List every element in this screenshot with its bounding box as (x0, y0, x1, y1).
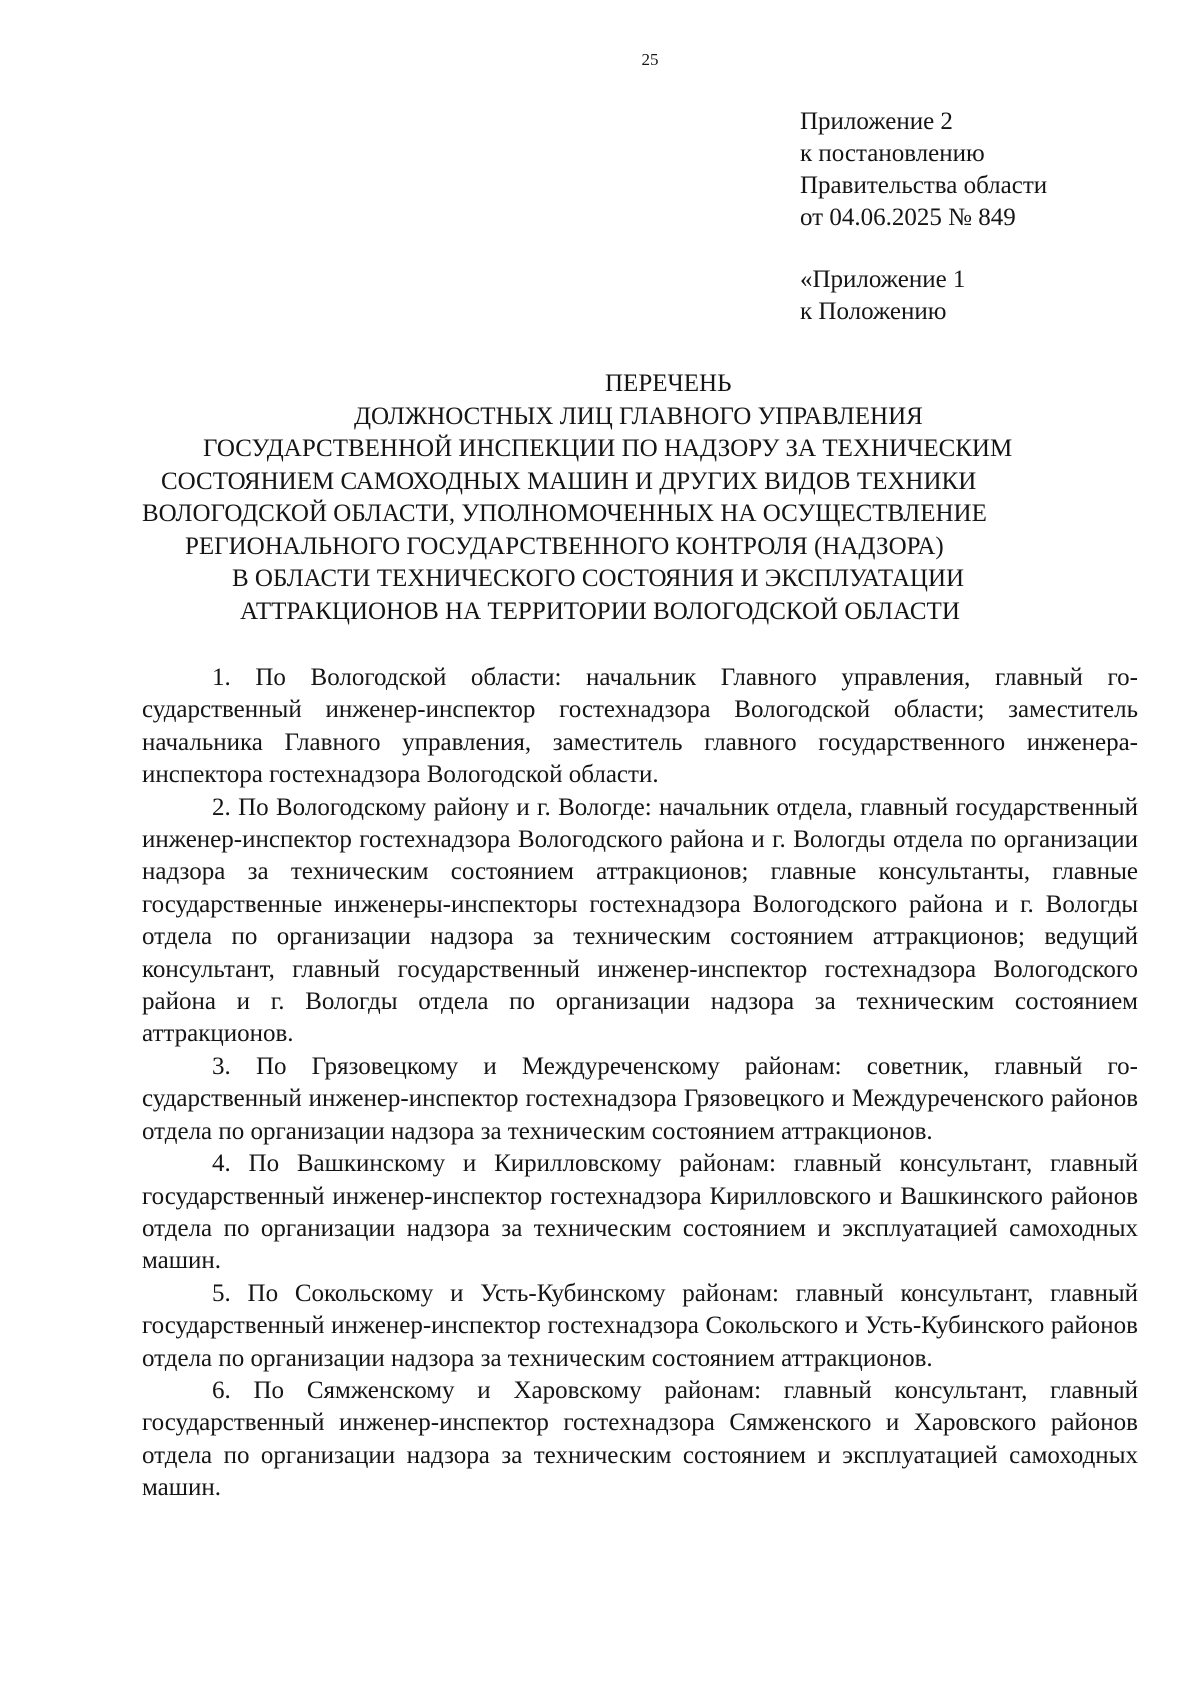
list-item: 5. По Сокольскому и Усть-Кубинскому районам: главный консультант, главный государственный инженер-инспектор гостехнадзора Сокольского и Усть-Кубинского районов отдела по организации надзора за техническим состоянием аттракционов. (142, 1279, 1138, 1372)
title-line: В ОБЛАСТИ ТЕХНИЧЕСКОГО СОСТОЯНИЯ И ЭКСПЛУАТАЦИИ (232, 565, 965, 592)
title-line: СОСТОЯНИЕМ САМОХОДНЫХ МАШИН И ДРУГИХ ВИДОВ ТЕХНИКИ (161, 467, 977, 495)
appendix-line: «Приложение 1 (800, 266, 966, 293)
page-number: 25 (641, 50, 659, 69)
list-item: 4. По Вашкинскому и Кирилловскому районам: главный консультант, главный государственный инженер-инспектор гостехнадзора Кирилловского и Вашкинского районов отдела по организации надзора за техническим состоянием и эксплуатацией самоходных машин. (142, 1150, 1138, 1275)
approval-line: Приложение 2 (800, 108, 953, 135)
title-line: ДОЛЖНОСТНЫХ ЛИЦ ГЛАВНОГО УПРАВЛЕНИЯ (354, 402, 923, 430)
title-line: ВОЛОГОДСКОЙ ОБЛАСТИ, УПОЛНОМОЧЕННЫХ НА ОСУЩЕСТВЛЕНИЕ (142, 500, 987, 527)
list-item: 3. По Грязовецкому и Междуреченскому районам: советник, главный государственный инженер-инспектор гостехнадзора Грязовецкого и Междуреченского районов отдела по организации надзора за техническим состоянием аттракционов. (142, 1052, 1138, 1145)
approval-gap (800, 234, 1140, 264)
document-body (142, 662, 1138, 1505)
approval-line: к постановлению (800, 140, 985, 167)
title-line: АТТРАКЦИОНОВ НА ТЕРРИТОРИИ ВОЛОГОДСКОЙ ОБЛАСТИ (240, 597, 960, 625)
title-line: ПЕРЕЧЕНЬ (605, 370, 732, 397)
appendix-line: к Положению (800, 298, 947, 325)
approval-line: от 04.06.2025 № 849 (800, 204, 1016, 231)
approval-line: Правительства области (800, 172, 1048, 199)
list-item: 6. По Сямженскому и Харовскому районам: главный консультант, главный государственный инженер-инспектор гостехнадзора Сямженского и Харовского районов отдела по организации надзора за техническим состоянием и эксплуатацией самоходных машин. (142, 1376, 1138, 1502)
document-title (140, 368, 1140, 628)
list-item: 1. По Вологодской области: начальник Главного управления, главный государственный инженер-инспектор гостехнадзора Вологодской области; заместитель начальника Главного управления, заместитель главного государственного инженера-инспектора гостехнадзора Вологодской области. (142, 664, 1138, 789)
approval-block (800, 106, 1140, 328)
title-line: РЕГИОНАЛЬНОГО ГОСУДАРСТВЕННОГО КОНТРОЛЯ (НАДЗОРА) (185, 532, 944, 560)
title-line: ГОСУДАРСТВЕННОЙ ИНСПЕКЦИИ ПО НАДЗОРУ ЗА ТЕХНИЧЕСКИМ (203, 435, 1013, 462)
list-item: 2. По Вологодскому району и г. Вологде: начальник отдела, главный государственный инженер-инспектор гостехнадзора Вологодского района и г. Вологды отдела по организации надзора за техническим состоянием аттракционов; главные консультанты, главные государственные инженеры-инспекторы гостехнадзора Вологодского района и г. Вологды отдела по организации надзора за техническим состоянием аттракционов; ведущий консультант, главный государственный инженер-инспектор гостехнадзора Вологодского района и г. Вологды отдела по организации надзора за техническим состоянием аттракционов. (142, 793, 1138, 1048)
